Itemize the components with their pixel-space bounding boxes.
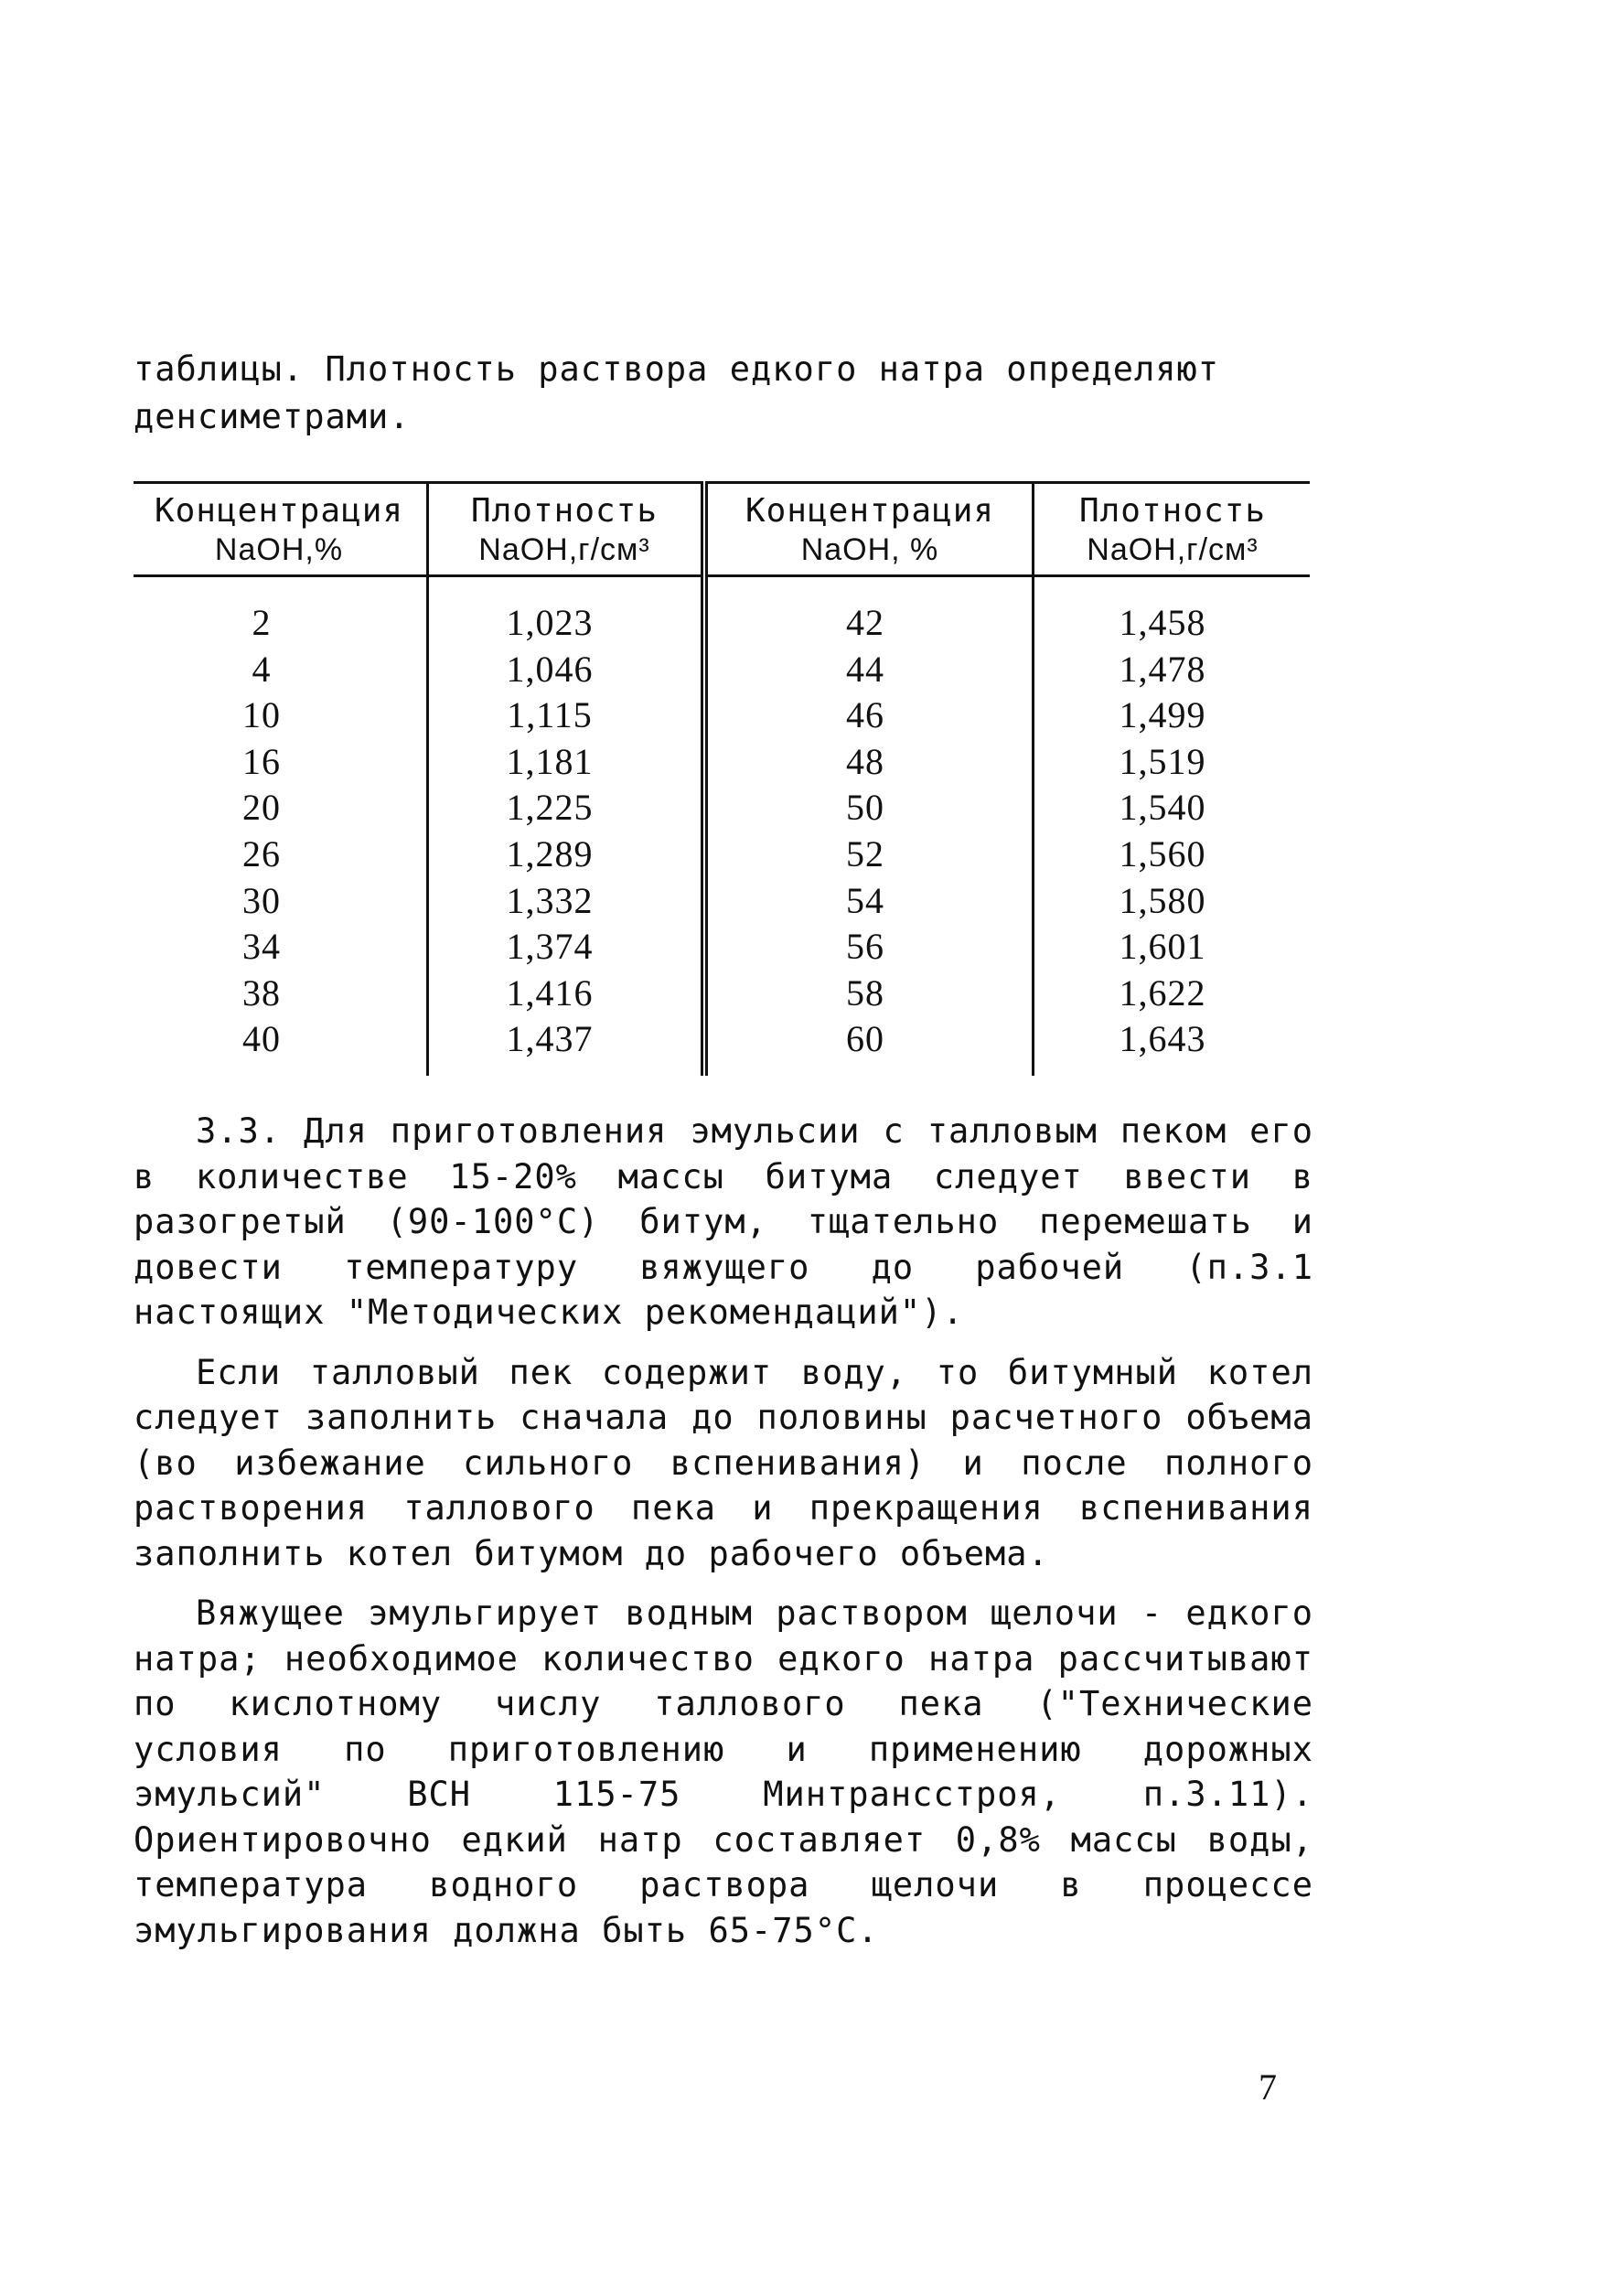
table-cell: 1,540	[1119, 787, 1206, 829]
table-cell: 16	[242, 740, 281, 782]
table-divider-double	[701, 481, 708, 1076]
table-cell: 40	[242, 1018, 281, 1060]
header-unit: NaOH,г/см³	[478, 532, 650, 567]
paragraph-tall-oil-water: Если талловый пек содержит воду, то битумный котел следует заполнить сначала до половины расчетного объема (во избежание сильного вспенивания) и после полного растворения таллового пека и прекращения вспенивания заполнить котел битумом до рабочего объема.	[134, 1352, 1313, 1573]
column-density-left	[435, 600, 664, 1063]
table-cell: 1,458	[1119, 602, 1206, 643]
table-cell: 34	[242, 926, 281, 968]
table-cell: 1,289	[506, 832, 594, 874]
paragraph-3-3: 3.3. Для приготовления эмульсии с талловым пеком его в количестве 15-20% массы битума следует ввести в разогретый (90-100°С) битум, тщательно перемешать и довести температуру вяжущего до рабочей (п.3.1 настоящих "Методических рекомендаций").	[134, 1111, 1313, 1332]
table-cell: 1,023	[506, 602, 594, 643]
table-divider-3	[1032, 481, 1034, 1076]
table-cell: 4	[252, 648, 272, 690]
table-cell: 1,580	[1119, 879, 1206, 921]
table-cell: 1,622	[1119, 971, 1206, 1014]
table-cell: 2	[252, 602, 272, 643]
table-cell: 1,601	[1119, 926, 1206, 968]
table-cell: 20	[242, 787, 281, 829]
table-cell: 10	[242, 694, 281, 736]
table-cell: 30	[242, 879, 281, 921]
table-cell: 1,332	[506, 879, 594, 921]
table-cell: 44	[846, 648, 884, 690]
table-cell: 1,478	[1119, 648, 1206, 690]
table-cell: 60	[846, 1018, 884, 1060]
table-cell: 1,115	[507, 694, 593, 736]
table-cell: 26	[242, 832, 281, 874]
header-density-left	[430, 492, 699, 569]
naoh-density-table	[134, 481, 1310, 1076]
header-density-right	[1035, 492, 1310, 569]
header-label: Концентрация	[154, 492, 404, 530]
header-unit: NaOH, %	[800, 532, 939, 567]
table-cell: 1,374	[506, 926, 594, 968]
intro-paragraph: таблицы. Плотность раствора едкого натра определяют денсиметрами.	[134, 349, 1220, 436]
table-cell: 1,046	[506, 648, 594, 690]
table-cell: 58	[846, 971, 884, 1014]
table-cell: 1,416	[506, 971, 594, 1014]
table-cell: 50	[846, 787, 884, 829]
table-cell: 54	[846, 879, 884, 921]
header-concentration-left	[134, 492, 424, 569]
header-label: Плотность	[1078, 492, 1267, 530]
table-cell: 46	[846, 694, 884, 736]
header-unit: NaOH,%	[214, 532, 344, 567]
page-number: 7	[1259, 2066, 1277, 2108]
header-unit: NaOH,г/см³	[1087, 532, 1259, 567]
table-cell: 1,225	[506, 787, 594, 829]
table-cell: 42	[846, 602, 884, 643]
table-cell: 1,519	[1119, 740, 1206, 782]
column-density-right	[1048, 600, 1277, 1063]
table-header-rule	[134, 574, 1310, 577]
table-cell: 1,181	[506, 740, 594, 782]
column-concentration-right	[774, 600, 957, 1063]
table-divider-1	[426, 481, 429, 1076]
table-cell: 1,643	[1119, 1018, 1206, 1060]
paragraph-emulsification: Вяжущее эмульгирует водным раствором щелочи - едкого натра; необходимое количество едкого натра рассчитывают по кислотному числу таллового пека ("Технические условия по приготовлению и применению дорожных эмульсий" ВСН 115-75 Минтрансстроя, п.3.11). Ориентировочно едкий натр составляет 0,8% массы воды, температура водного раствора щелочи в процессе эмульгирования должна быть 65-75°С.	[134, 1593, 1313, 1950]
table-cell: 38	[242, 971, 281, 1014]
table-top-rule	[134, 481, 1310, 484]
header-concentration-right	[710, 492, 1030, 569]
header-label: Плотность	[470, 492, 659, 530]
table-cell: 56	[846, 926, 884, 968]
body-text	[134, 1109, 1313, 1968]
table-cell: 1,499	[1119, 694, 1206, 736]
table-cell: 1,437	[506, 1018, 594, 1060]
column-concentration-left	[170, 600, 353, 1063]
table-cell: 1,560	[1119, 832, 1206, 874]
header-label: Концентрация	[745, 492, 995, 530]
table-cell: 52	[846, 832, 884, 874]
table-cell: 48	[846, 740, 884, 782]
